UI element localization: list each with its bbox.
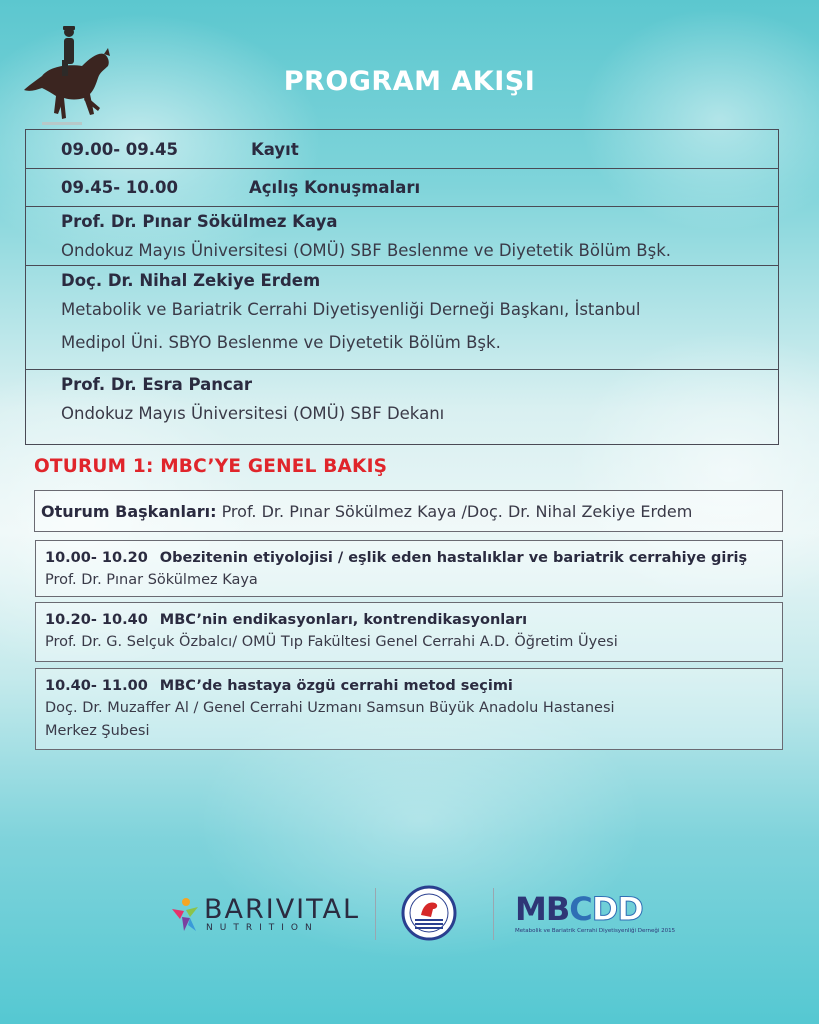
- talk-card: [35, 668, 783, 750]
- program-row-registration: [26, 130, 778, 169]
- speaker-affiliation: Ondokuz Mayıs Üniversitesi (OMÜ) SBF Dekanı: [61, 404, 445, 423]
- talk-card: [35, 540, 783, 597]
- speaker-row: [26, 370, 778, 444]
- speaker-row: [26, 207, 778, 266]
- session-title: OTURUM 1: MBC’YE GENEL BAKIŞ: [34, 456, 388, 477]
- program-row-label: Kayıt: [251, 139, 299, 159]
- speaker-row: [26, 266, 778, 370]
- talk-heading: [45, 609, 782, 631]
- barivital-subtitle: NUTRITION: [206, 923, 319, 933]
- talk-speaker: Doç. Dr. Muzaffer Al / Genel Cerrahi Uzmanı Samsun Büyük Anadolu Hastanesi: [45, 700, 615, 716]
- talk-time: 10.20- 10.40: [45, 612, 148, 628]
- speaker-affiliation: Metabolik ve Bariatrik Cerrahi Diyetisyenliği Derneği Başkanı, İstanbul: [61, 300, 641, 319]
- mbcdd-wordmark-c: C: [569, 890, 592, 928]
- speaker-affiliation: Medipol Üni. SBYO Beslenme ve Diyetetik Bölüm Bşk.: [61, 333, 501, 352]
- mbcdd-logo: [515, 892, 675, 934]
- speaker-name: Prof. Dr. Pınar Sökülmez Kaya: [61, 212, 338, 231]
- mbcdd-wordmark: [515, 892, 675, 926]
- talk-title: MBC’de hastaya özgü cerrahi metod seçimi: [159, 678, 513, 694]
- page-title: PROGRAM AKIŞI: [283, 66, 536, 97]
- talk-speaker: Prof. Dr. G. Selçuk Özbalcı/ OMÜ Tıp Fakültesi Genel Cerrahi A.D. Öğretim Üyesi: [45, 634, 618, 650]
- logo-divider: [493, 888, 494, 940]
- talk-heading: [45, 675, 782, 697]
- barivital-wordmark: BARIVITAL: [204, 894, 361, 925]
- mbcdd-wordmark-dd: DD: [591, 890, 643, 928]
- session-chairs-value: Prof. Dr. Pınar Sökülmez Kaya /Doç. Dr. Nihal Zekiye Erdem: [221, 501, 693, 521]
- session-chairs-label: Oturum Başkanları:: [41, 501, 217, 521]
- speaker-name: Doç. Dr. Nihal Zekiye Erdem: [61, 271, 321, 290]
- mbcdd-subtitle: Metabolik ve Bariatrik Cerrahi Diyetisyenliği Derneği 2015: [515, 928, 676, 934]
- logo-divider: [375, 888, 376, 940]
- barivital-logo: [170, 890, 360, 940]
- program-row-opening: [26, 169, 778, 207]
- program-row-label: Açılış Konuşmaları: [249, 178, 421, 197]
- barivital-star-icon: [170, 897, 200, 933]
- talk-title: Obezitenin etiyolojisi / eşlik eden hastalıklar ve bariatrik cerrahiye giriş: [159, 550, 748, 566]
- university-seal-logo: [401, 885, 457, 941]
- mbcdd-wordmark-mb: MB: [515, 890, 570, 928]
- talk-card: [35, 602, 783, 662]
- talk-time: 10.00- 10.20: [45, 550, 148, 566]
- talk-speaker: Prof. Dr. Pınar Sökülmez Kaya: [45, 572, 258, 588]
- talk-heading: [45, 547, 782, 569]
- program-row-time: 09.45- 10.00: [61, 178, 178, 197]
- talk-speaker: Merkez Şubesi: [45, 723, 150, 739]
- program-table: [25, 129, 779, 445]
- sponsor-logos: [0, 880, 819, 950]
- talk-time: 10.40- 11.00: [45, 678, 148, 694]
- speaker-affiliation: Ondokuz Mayıs Üniversitesi (OMÜ) SBF Beslenme ve Diyetetik Bölüm Bşk.: [61, 241, 672, 260]
- speaker-name: Prof. Dr. Esra Pancar: [61, 375, 253, 394]
- talk-title: MBC’nin endikasyonları, kontrendikasyonları: [159, 612, 528, 628]
- session-chairs-box: [34, 490, 783, 532]
- program-row-time: 09.00- 09.45: [61, 139, 178, 159]
